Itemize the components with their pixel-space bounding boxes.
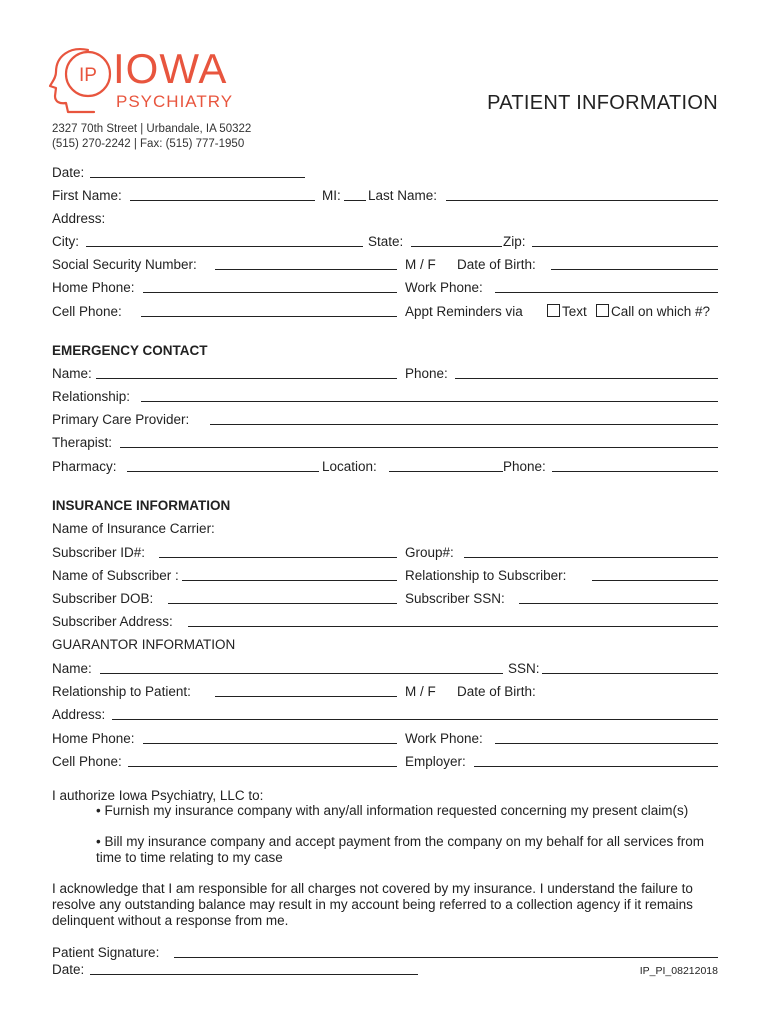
pharmacy-field[interactable]: [127, 471, 319, 472]
guarantor-name-field[interactable]: [100, 673, 503, 674]
mi-label: MI:: [322, 187, 341, 203]
therapist-label: Therapist:: [52, 434, 113, 450]
page-title: PATIENT INFORMATION: [487, 92, 718, 114]
authorization-intro: I authorize Iowa Psychiatry, LLC to:: [52, 788, 264, 803]
subscriber-id-field[interactable]: [159, 557, 397, 558]
last-name-label: Last Name:: [368, 187, 438, 203]
pharmacy-label: Pharmacy:: [52, 458, 117, 474]
emergency-name-field[interactable]: [96, 378, 397, 379]
name-row: [52, 186, 718, 204]
guarantor-relationship-row: [52, 682, 718, 700]
emergency-name-row: [52, 364, 718, 382]
insurance-heading: INSURANCE INFORMATION: [52, 498, 231, 513]
subscriber-dob-row: [52, 589, 718, 607]
relationship-subscriber-field[interactable]: [592, 580, 718, 581]
call-checkbox[interactable]: [596, 304, 609, 317]
signature-field[interactable]: [174, 957, 718, 958]
emergency-name-label: Name:: [52, 365, 92, 381]
guarantor-sex-label[interactable]: M / F: [405, 683, 436, 699]
text-option-label: Text: [562, 303, 587, 319]
address-row: [52, 209, 718, 227]
first-name-label: First Name:: [52, 187, 122, 203]
dob-label: Date of Birth:: [457, 256, 536, 272]
subscriber-ssn-label: Subscriber SSN:: [405, 590, 505, 606]
acknowledgement-text: I acknowledge that I am responsible for all charges not covered by my insurance. I understand the failure to resolve any outstanding balance may result in my account being referred to a collection agency if it remains delinquent without a response from me.: [52, 881, 693, 928]
logo-subname: PSYCHIATRY: [116, 92, 234, 111]
subscriber-name-field[interactable]: [182, 580, 397, 581]
guarantor-name-row: [52, 659, 718, 677]
address-line-2: (515) 270-2242 | Fax: (515) 777-1950: [52, 138, 245, 150]
pcp-label: Primary Care Provider:: [52, 411, 190, 427]
reminder-call-option[interactable]: [596, 304, 710, 319]
subscriber-id-row: [52, 543, 718, 561]
signature-label: Patient Signature:: [52, 944, 160, 960]
subscriber-address-label: Subscriber Address:: [52, 613, 173, 629]
authorization-bullet-1: • Furnish my insurance company with any/all information requested concerning my present claim(s): [96, 803, 689, 818]
therapist-row: [52, 433, 718, 451]
guarantor-ssn-field[interactable]: [542, 673, 718, 674]
logo-name: IOWA: [113, 45, 228, 92]
emergency-heading: EMERGENCY CONTACT: [52, 343, 208, 358]
guarantor-home-phone-field[interactable]: [143, 743, 397, 744]
guarantor-ssn-label: SSN:: [508, 660, 540, 676]
guarantor-relationship-field[interactable]: [215, 696, 397, 697]
guarantor-cell-phone-field[interactable]: [128, 766, 397, 767]
date-label: Date:: [52, 164, 85, 180]
carrier-row: [52, 519, 718, 537]
relationship-label: Relationship:: [52, 388, 131, 404]
guarantor-home-phone-label: Home Phone:: [52, 730, 135, 746]
subscriber-dob-label: Subscriber DOB:: [52, 590, 154, 606]
guarantor-phone-row: [52, 729, 718, 747]
iowa-psychiatry-logo-icon: [48, 44, 114, 114]
work-phone-label: Work Phone:: [405, 279, 483, 295]
location-label: Location:: [322, 458, 377, 474]
signature-date-row: [52, 960, 718, 978]
pcp-row: [52, 410, 718, 428]
pharmacy-row: [52, 457, 718, 475]
city-row: [52, 232, 718, 250]
guarantor-cell-row: [52, 752, 718, 770]
home-phone-label: Home Phone:: [52, 279, 135, 295]
employer-label: Employer:: [405, 753, 466, 769]
state-label: State:: [368, 233, 404, 249]
subscriber-name-row: [52, 566, 718, 584]
pharmacy-phone-field[interactable]: [552, 471, 718, 472]
ssn-row: [52, 255, 718, 273]
relationship-field[interactable]: [141, 401, 718, 402]
guarantor-address-row: [52, 705, 718, 723]
ssn-label: Social Security Number:: [52, 256, 197, 272]
city-label: City:: [52, 233, 79, 249]
guarantor-heading: GUARANTOR INFORMATION: [52, 637, 236, 652]
pcp-field[interactable]: [210, 424, 718, 425]
subscriber-address-row: [52, 612, 718, 630]
cell-phone-field[interactable]: [141, 316, 397, 317]
guarantor-address-label: Address:: [52, 706, 106, 722]
signature-row: [52, 943, 718, 961]
carrier-label: Name of Insurance Carrier:: [52, 520, 215, 536]
guarantor-work-phone-label: Work Phone:: [405, 730, 483, 746]
group-label: Group#:: [405, 544, 454, 560]
subscriber-name-label: Name of Subscriber :: [52, 567, 179, 583]
group-field[interactable]: [464, 557, 718, 558]
city-field[interactable]: [86, 246, 363, 247]
subscriber-id-label: Subscriber ID#:: [52, 544, 146, 560]
therapist-field[interactable]: [120, 447, 718, 448]
zip-field[interactable]: [532, 246, 718, 247]
subscriber-dob-field[interactable]: [168, 603, 397, 604]
text-checkbox[interactable]: [547, 304, 560, 317]
work-phone-field[interactable]: [495, 292, 718, 293]
reminder-text-option[interactable]: [547, 304, 587, 319]
ssn-field[interactable]: [215, 269, 397, 270]
cell-phone-label: Cell Phone:: [52, 303, 122, 319]
address-line-1: 2327 70th Street | Urbandale, IA 50322: [52, 123, 252, 135]
last-name-field[interactable]: [446, 200, 718, 201]
guarantor-relationship-label: Relationship to Patient:: [52, 683, 191, 699]
logo-monogram: IP: [79, 65, 97, 86]
subscriber-address-field[interactable]: [188, 626, 718, 627]
cell-row: [52, 302, 718, 320]
guarantor-cell-phone-label: Cell Phone:: [52, 753, 122, 769]
call-option-label: Call on which #?: [611, 303, 711, 319]
subscriber-ssn-field[interactable]: [519, 603, 718, 604]
guarantor-dob-label: Date of Birth:: [457, 683, 536, 699]
phone-row: [52, 278, 718, 296]
emergency-phone-field[interactable]: [455, 378, 718, 379]
zip-label: Zip:: [503, 233, 526, 249]
pharmacy-phone-label: Phone:: [503, 458, 546, 474]
guarantor-name-label: Name:: [52, 660, 92, 676]
appt-reminders-label: Appt Reminders via: [405, 303, 523, 319]
guarantor-work-phone-field[interactable]: [495, 743, 718, 744]
relationship-row: [52, 387, 718, 405]
employer-field[interactable]: [474, 766, 718, 767]
guarantor-address-field[interactable]: [112, 719, 718, 720]
signature-date-field[interactable]: [90, 974, 418, 975]
authorization-bullet-2: • Bill my insurance company and accept payment from the company on my behalf for all services from time to time relating to my case: [96, 834, 704, 865]
signature-date-label: Date:: [52, 961, 85, 977]
emergency-phone-label: Phone:: [405, 365, 448, 381]
home-phone-field[interactable]: [143, 292, 397, 293]
sex-label[interactable]: M / F: [405, 256, 436, 272]
relationship-subscriber-label: Relationship to Subscriber:: [405, 567, 567, 583]
date-field[interactable]: [90, 177, 305, 178]
address-label: Address:: [52, 210, 106, 226]
location-field[interactable]: [389, 471, 503, 472]
mi-field[interactable]: [344, 200, 366, 201]
form-code: IP_PI_08212018: [639, 965, 718, 977]
date-row: [52, 163, 718, 181]
dob-field[interactable]: [551, 269, 718, 270]
first-name-field[interactable]: [130, 200, 315, 201]
state-field[interactable]: [411, 246, 502, 247]
